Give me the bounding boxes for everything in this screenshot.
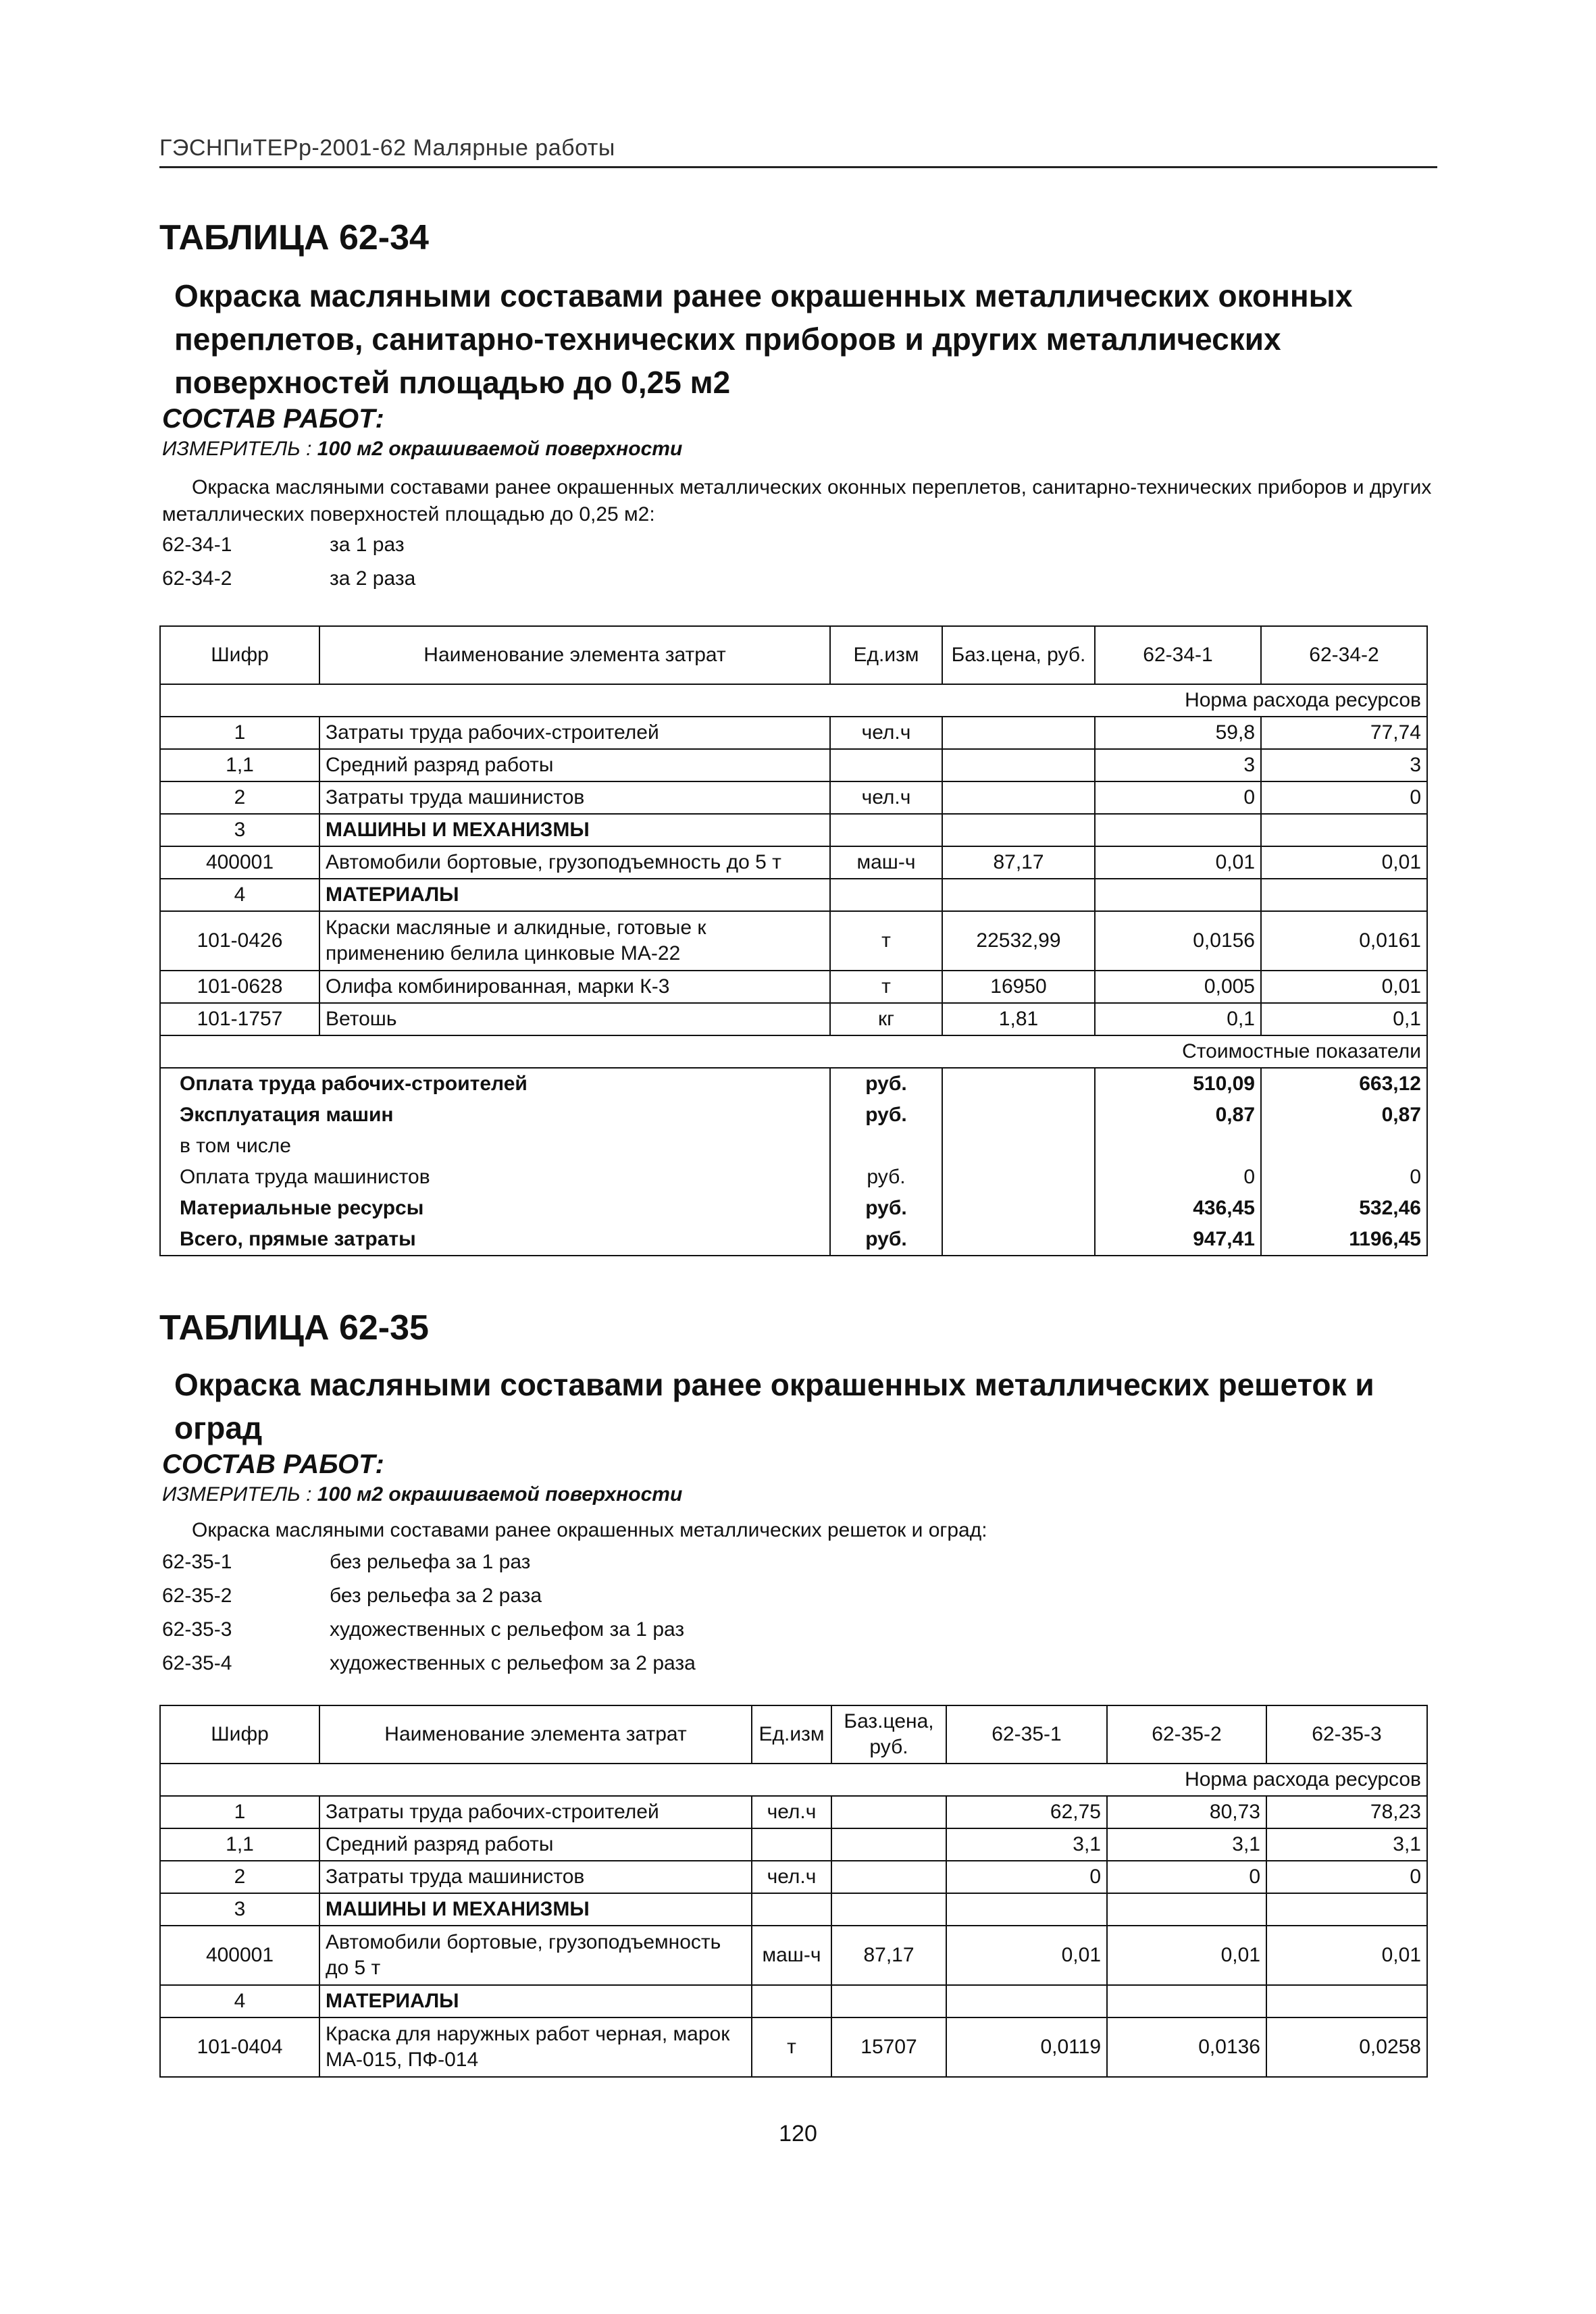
cell-v3: 0: [1266, 1861, 1427, 1893]
cell-v1: 0,01: [946, 1926, 1107, 1985]
cell-code: 3: [160, 1893, 319, 1926]
cell-unit: чел.ч: [752, 1796, 831, 1828]
cost-band-row: [160, 1035, 1427, 1068]
running-header: ГЭСНПиТЕРр-2001-62 Малярные работы: [159, 135, 615, 161]
cell-v3: [1266, 1893, 1427, 1926]
table-row: [160, 846, 1427, 879]
cell-price: 22532,99: [942, 911, 1095, 971]
header-rule: [159, 166, 1437, 168]
table-62-35-title: Окраска масляными составами ранее окрашенных металлических решеток и оград: [174, 1367, 1374, 1445]
cell-unit: [752, 1893, 831, 1926]
cell-unit: [830, 879, 942, 911]
cell-price: [942, 749, 1095, 781]
cost-v1: 0,87: [1095, 1100, 1261, 1131]
meter-label: ИЗМЕРИТЕЛЬ :: [162, 1483, 312, 1506]
cell-v1: [1095, 814, 1261, 846]
cell-unit: чел.ч: [752, 1861, 831, 1893]
header-unit: Ед.изм: [752, 1705, 831, 1764]
table-62-34-sostav: СОСТАВ РАБОТ:: [162, 404, 384, 434]
cost-unit: руб.: [830, 1224, 942, 1256]
cell-name: МАТЕРИАЛЫ: [319, 1985, 752, 2017]
cell-code: 4: [160, 879, 319, 911]
header-price: Баз.цена, руб.: [831, 1705, 946, 1764]
variant-text: художественных с рельефом за 2 раза: [330, 1652, 696, 1674]
cost-v2: [1261, 1131, 1427, 1162]
cell-code: 1: [160, 1796, 319, 1828]
cell-v2: 80,73: [1107, 1796, 1266, 1828]
meter-label: ИЗМЕРИТЕЛЬ :: [162, 438, 312, 460]
cost-v2: 0,87: [1261, 1100, 1427, 1131]
cost-v2: 663,12: [1261, 1068, 1427, 1100]
header-name: Наименование элемента затрат: [319, 626, 830, 684]
cell-v1: 62,75: [946, 1796, 1107, 1828]
cell-name: Средний разряд работы: [319, 749, 830, 781]
cell-v2: 3,1: [1107, 1828, 1266, 1861]
table-row: [160, 1003, 1427, 1035]
cell-name: Затраты труда машинистов: [319, 1861, 752, 1893]
table-row: [160, 911, 1427, 971]
cell-v1: 0,01: [1095, 846, 1261, 879]
header-code: Шифр: [160, 1705, 319, 1764]
cost-row: [160, 1224, 1427, 1256]
cell-unit: [830, 749, 942, 781]
cell-name: МАТЕРИАЛЫ: [319, 879, 830, 911]
cell-name: Краски масляные и алкидные, готовые к применению белила цинковые МА-22: [319, 911, 830, 971]
cost-v1: 0: [1095, 1162, 1261, 1193]
norm-band-row: [160, 684, 1427, 717]
table-header-row: [160, 1705, 1427, 1764]
cell-price: [831, 1796, 946, 1828]
cell-v1: 0,1: [1095, 1003, 1261, 1035]
cost-price: [942, 1162, 1095, 1193]
norm-band: Норма расхода ресурсов: [160, 684, 1427, 717]
cell-unit: [830, 814, 942, 846]
header-col3: 62-35-3: [1266, 1705, 1427, 1764]
cell-v1: 0,005: [1095, 971, 1261, 1003]
cell-name: МАШИНЫ И МЕХАНИЗМЫ: [319, 1893, 752, 1926]
cell-name: Ветошь: [319, 1003, 830, 1035]
header-col2: 62-35-2: [1107, 1705, 1266, 1764]
cost-v2: 1196,45: [1261, 1224, 1427, 1256]
cost-name: Материальные ресурсы: [160, 1193, 830, 1224]
meter-value: 100 м2 окрашиваемой поверхности: [317, 1483, 683, 1506]
variant-code: 62-35-1: [162, 1551, 232, 1573]
cost-row: [160, 1131, 1427, 1162]
table-row: [160, 2017, 1427, 2077]
cost-v1: 947,41: [1095, 1224, 1261, 1256]
variant-code: 62-34-1: [162, 534, 232, 556]
cost-name: Оплата труда рабочих-строителей: [160, 1068, 830, 1100]
cell-code: 2: [160, 1861, 319, 1893]
cell-price: 87,17: [942, 846, 1095, 879]
cell-price: [831, 1893, 946, 1926]
cell-unit: т: [830, 911, 942, 971]
cell-v2: [1107, 1985, 1266, 2017]
cell-v2: 0,0161: [1261, 911, 1427, 971]
cost-name: Оплата труда машинистов: [160, 1162, 830, 1193]
table-row: [160, 971, 1427, 1003]
cost-price: [942, 1224, 1095, 1256]
cell-price: 15707: [831, 2017, 946, 2077]
table-62-35-sostav: СОСТАВ РАБОТ:: [162, 1449, 384, 1479]
cell-v2: 0,01: [1261, 971, 1427, 1003]
table-row: [160, 1985, 1427, 2017]
variant-code: 62-34-2: [162, 567, 232, 590]
table-row: [160, 879, 1427, 911]
table-62-34: [159, 625, 1428, 1256]
variant-text: за 2 раза: [330, 567, 416, 590]
cost-v1: 510,09: [1095, 1068, 1261, 1100]
cell-v1: 3: [1095, 749, 1261, 781]
cell-name: Затраты труда рабочих-строителей: [319, 717, 830, 749]
cost-name: Эксплуатация машин: [160, 1100, 830, 1131]
header-unit: Ед.изм: [830, 626, 942, 684]
cell-v1: 0: [1095, 781, 1261, 814]
cost-row: [160, 1100, 1427, 1131]
cost-name: в том числе: [160, 1131, 830, 1162]
cell-code: 1,1: [160, 749, 319, 781]
cell-v1: 0: [946, 1861, 1107, 1893]
table-row: [160, 814, 1427, 846]
cell-unit: чел.ч: [830, 781, 942, 814]
cell-code: 1,1: [160, 1828, 319, 1861]
norm-band: Норма расхода ресурсов: [160, 1764, 1427, 1796]
cell-v2: 0,1: [1261, 1003, 1427, 1035]
cell-price: [942, 781, 1095, 814]
cell-unit: чел.ч: [830, 717, 942, 749]
cell-price: [831, 1861, 946, 1893]
cost-unit: руб.: [830, 1162, 942, 1193]
cell-v2: 0: [1107, 1861, 1266, 1893]
table-row: [160, 1828, 1427, 1861]
cell-v2: 0,0136: [1107, 2017, 1266, 2077]
cell-price: 16950: [942, 971, 1095, 1003]
cell-unit: [752, 1828, 831, 1861]
cell-code: 3: [160, 814, 319, 846]
table-62-35-description: Окраска масляными составами ранее окрашенных металлических решеток и оград:: [192, 1519, 987, 1541]
cell-v2: [1107, 1893, 1266, 1926]
cell-v2: 0,01: [1107, 1926, 1266, 1985]
cell-code: 1: [160, 717, 319, 749]
cell-name: Олифа комбинированная, марки К-3: [319, 971, 830, 1003]
cell-name: Автомобили бортовые, грузоподъемность до 5 т: [319, 1926, 752, 1985]
cell-unit: кг: [830, 1003, 942, 1035]
cell-unit: маш-ч: [830, 846, 942, 879]
cell-price: [942, 717, 1095, 749]
cell-unit: т: [830, 971, 942, 1003]
cell-v1: [1095, 879, 1261, 911]
variant-code: 62-35-2: [162, 1585, 232, 1607]
table-row: [160, 1796, 1427, 1828]
table-62-35-label: ТАБЛИЦА 62-35: [159, 1308, 429, 1347]
cell-code: 101-0404: [160, 2017, 319, 2077]
cell-unit: [752, 1985, 831, 2017]
header-name: Наименование элемента затрат: [319, 1705, 752, 1764]
cost-unit: руб.: [830, 1068, 942, 1100]
header-col1: 62-35-1: [946, 1705, 1107, 1764]
cell-code: 400001: [160, 846, 319, 879]
cost-v2: 0: [1261, 1162, 1427, 1193]
cell-name: Средний разряд работы: [319, 1828, 752, 1861]
cost-name: Всего, прямые затраты: [160, 1224, 830, 1256]
cell-v2: 0: [1261, 781, 1427, 814]
cell-v2: 77,74: [1261, 717, 1427, 749]
header-code: Шифр: [160, 626, 319, 684]
cost-price: [942, 1068, 1095, 1100]
cell-v3: 0,01: [1266, 1926, 1427, 1985]
cell-price: 1,81: [942, 1003, 1095, 1035]
meter-value: 100 м2 окрашиваемой поверхности: [317, 438, 683, 460]
table-row: [160, 1893, 1427, 1926]
cell-v2: 3: [1261, 749, 1427, 781]
cell-v2: 0,01: [1261, 846, 1427, 879]
cost-unit: руб.: [830, 1193, 942, 1224]
cell-code: 101-1757: [160, 1003, 319, 1035]
cell-v3: 78,23: [1266, 1796, 1427, 1828]
table-row: [160, 717, 1427, 749]
header-col2: 62-34-2: [1261, 626, 1427, 684]
cell-v3: 0,0258: [1266, 2017, 1427, 2077]
table-62-35-meter: [162, 1483, 682, 1506]
variant-text: художественных с рельефом за 1 раз: [330, 1618, 685, 1641]
cell-unit: т: [752, 2017, 831, 2077]
cell-v1: [946, 1893, 1107, 1926]
table-row: [160, 781, 1427, 814]
cell-code: 4: [160, 1985, 319, 2017]
table-62-34-description: Окраска масляными составами ранее окрашенных металлических оконных переплетов, санитарно-технических приборов и других металлических поверхностей площадью до 0,25 м2:: [162, 476, 1432, 525]
cell-v1: 0,0119: [946, 2017, 1107, 2077]
cost-price: [942, 1100, 1095, 1131]
variant-code: 62-35-4: [162, 1652, 232, 1674]
cell-code: 101-0426: [160, 911, 319, 971]
cell-price: [942, 879, 1095, 911]
cost-row: [160, 1068, 1427, 1100]
cell-code: 2: [160, 781, 319, 814]
cell-v3: [1266, 1985, 1427, 2017]
table-62-34-title: Окраска масляными составами ранее окрашенных металлических оконных переплетов, санитарно-технических приборов и других металлических поверхностей площадью до 0,25 м2: [174, 278, 1353, 400]
cell-name: Затраты труда рабочих-строителей: [319, 1796, 752, 1828]
cost-row: [160, 1162, 1427, 1193]
table-row: [160, 749, 1427, 781]
cell-name: Автомобили бортовые, грузоподъемность до 5 т: [319, 846, 830, 879]
cost-band: Стоимостные показатели: [160, 1035, 1427, 1068]
variant-code: 62-35-3: [162, 1618, 232, 1641]
cell-unit: маш-ч: [752, 1926, 831, 1985]
cell-name: Краска для наружных работ черная, марок МА-015, ПФ-014: [319, 2017, 752, 2077]
cell-price: [831, 1985, 946, 2017]
cost-v2: 532,46: [1261, 1193, 1427, 1224]
variant-text: без рельефа за 2 раза: [330, 1585, 542, 1607]
table-62-35: [159, 1705, 1428, 2078]
cell-code: 400001: [160, 1926, 319, 1985]
cost-row: [160, 1193, 1427, 1224]
table-row: [160, 1861, 1427, 1893]
header-price: Баз.цена, руб.: [942, 626, 1095, 684]
cost-v1: 436,45: [1095, 1193, 1261, 1224]
cost-v1: [1095, 1131, 1261, 1162]
cost-unit: [830, 1131, 942, 1162]
norm-band-row: [160, 1764, 1427, 1796]
cell-price: [831, 1828, 946, 1861]
cell-name: Затраты труда машинистов: [319, 781, 830, 814]
page-number: 120: [779, 2121, 817, 2146]
table-header-row: [160, 626, 1427, 684]
cell-v1: 59,8: [1095, 717, 1261, 749]
cell-v1: 3,1: [946, 1828, 1107, 1861]
cell-price: 87,17: [831, 1926, 946, 1985]
cost-price: [942, 1193, 1095, 1224]
cost-price: [942, 1131, 1095, 1162]
cell-code: 101-0628: [160, 971, 319, 1003]
cell-v1: [946, 1985, 1107, 2017]
header-col1: 62-34-1: [1095, 626, 1261, 684]
cell-v2: [1261, 879, 1427, 911]
cost-unit: руб.: [830, 1100, 942, 1131]
table-62-34-label: ТАБЛИЦА 62-34: [159, 218, 429, 257]
variant-text: без рельефа за 1 раз: [330, 1551, 531, 1573]
table-62-34-meter: [162, 438, 682, 461]
cell-v2: [1261, 814, 1427, 846]
cell-v1: 0,0156: [1095, 911, 1261, 971]
cell-name: МАШИНЫ И МЕХАНИЗМЫ: [319, 814, 830, 846]
table-row: [160, 1926, 1427, 1985]
cell-v3: 3,1: [1266, 1828, 1427, 1861]
cell-price: [942, 814, 1095, 846]
variant-text: за 1 раз: [330, 534, 405, 556]
